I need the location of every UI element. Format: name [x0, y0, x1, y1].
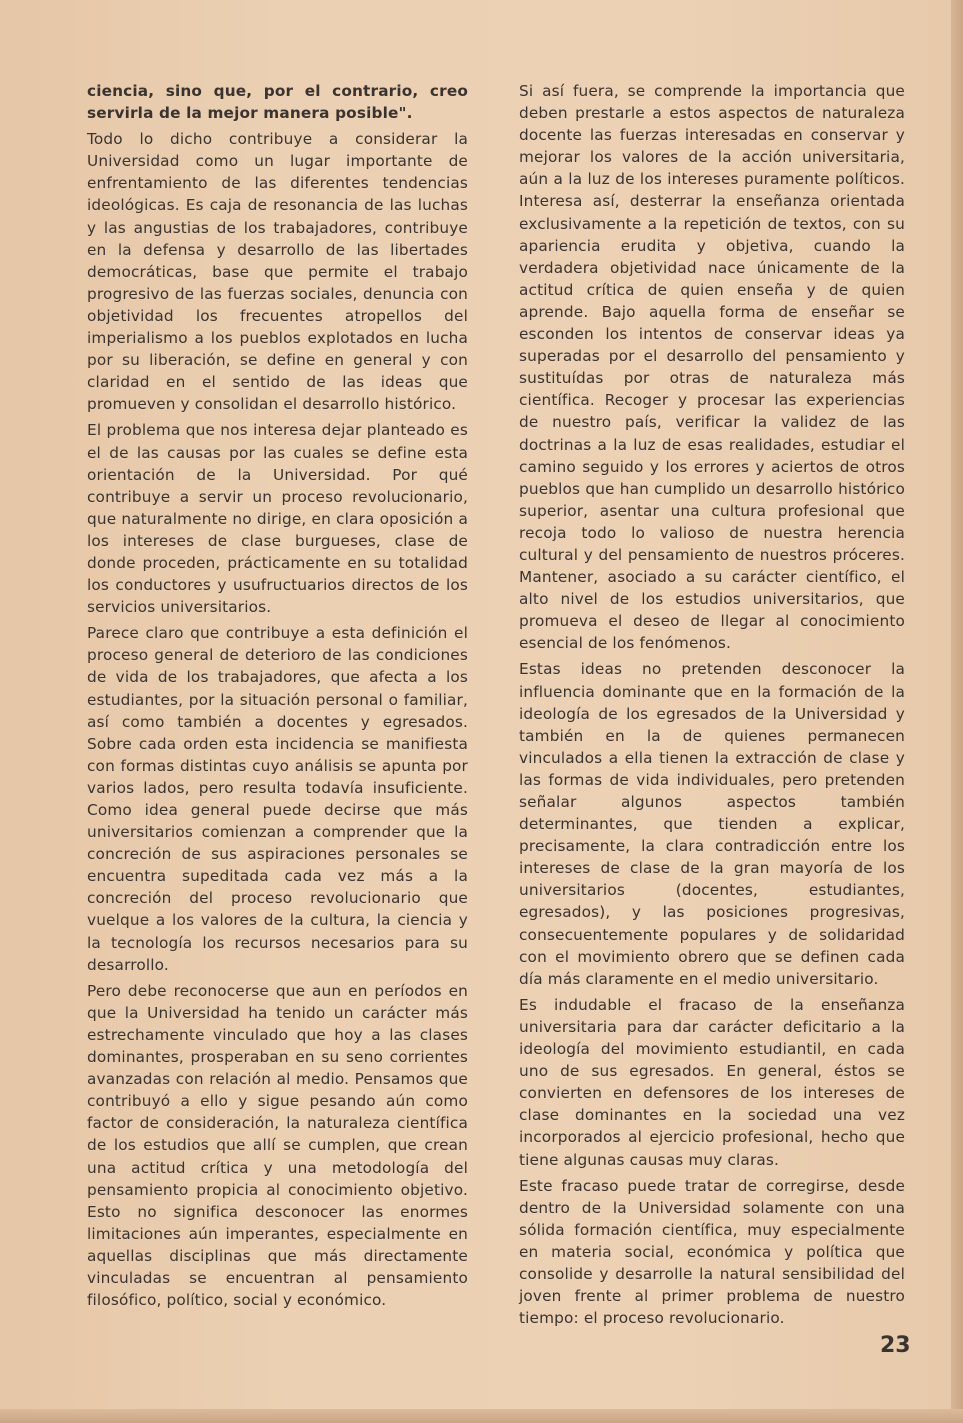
paragraph: Estas ideas no pretenden desconocer la influencia dominante que en la formación de la ideología de los egresados de la Universidad y también en la de quienes permanecen vinculados a ella tienen la extracción de clase y las formas de vida individuales, pero pretenden señalar algunos aspectos también determinantes, que tienden a explicar, precisamente, la clara contradicción entre los intereses de clase de la gran mayoría de los universitarios (docentes, estudiantes, egresados), y las posiciones progresivas, consecuentemente populares y de solidaridad con el movimiento obrero que se definen cada día más claramente en el medio universitario.: [519, 660, 905, 988]
paragraph: Pero debe reconocerse que aun en períodos en que la Universidad ha tenido un carácter más estrechamente vinculado que hoy a las clases dominantes, prosperaban en su seno corrientes avanzadas con relación al medio. Pensamos que contribuyó a ello y sigue pesando aún como factor de consideración, la naturaleza científica de los estudios que allí se cumplen, que crean una actitud crítica y una metodología del pensamiento propicia al conocimiento objetivo. Esto no significa desconocer las enormes limitaciones aún imperantes, especialmente en aquellas disciplinas que más directamente vinculadas se encuentran al pensamiento filosófico, político, social y económico.: [87, 981, 468, 1310]
paragraph: Este fracaso puede tratar de corregirse, desde dentro de la Universidad solamente con una sólida formación científica, muy especialmente en materia social, económica y política que consolide y desarrolle la natural sensibilidad del joven frente al primer problema de nuestro tiempo: el proceso revolucionario.: [519, 1176, 905, 1328]
paragraph: Parece claro que contribuye a esta definición el proceso general de deterioro de las condiciones de vida de los trabajadores, que afecta a los estudiantes, por la situación personal o familiar, así como también a docentes y egresados. Sobre cada orden esta incidencia se manifiesta con formas distintas cuyo análisis se apunta por varios lados, pero resulta todavía insuficiente. Como idea general puede decirse que más universitarios comienzan a comprender que la concreción de sus aspiraciones personales se encuentra supeditada cada vez más a la concreción del proceso revolucionario que vuelque a los valores de la cultura, la ciencia y la tecnología los recursos necesarios para su desarrollo.: [87, 624, 468, 974]
left-text-column: [87, 80, 468, 1315]
paragraph: El problema que nos interesa dejar planteado es el de las causas por las cuales se define esta orientación de la Universidad. Por qué contribuye a servir un proceso revolucionario, que naturalmente no dirige, en clara oposición a los intereses de clase burgueses, clase de donde proceden, prácticamente en su totalidad los conductores y usufructuarios directos de los servicios universitarios.: [87, 421, 468, 617]
lead-paragraph: ciencia, sino que, por el contrario, creo servirla de la mejor manera posible".: [87, 82, 468, 123]
page-edge-right: [951, 0, 963, 1423]
right-text-column: [519, 80, 905, 1333]
paragraph: Todo lo dicho contribuye a considerar la Universidad como un lugar importante de enfrentamiento de las diferentes tendencias ideológicas. Es caja de resonancia de las luchas y las angustias de los trabajadores, contribuye en la defensa y desarrollo de las libertades democráticas, base que permite el trabajo progresivo de las fuerzas sociales, denuncia con objetividad los frecuentes atropellos del imperialismo a los pueblos explotados en lucha por su liberación, se define en general y con claridad en el sentido de las ideas que promueven y consolidan el desarrollo histórico.: [87, 130, 468, 414]
page-edge-bottom: [0, 1409, 963, 1423]
page-number: 23: [880, 1333, 911, 1358]
paragraph: Si así fuera, se comprende la importancia que deben prestarle a estos aspectos de naturaleza docente las fuerzas interesadas en conservar y mejorar los valores de la acción universitaria, aún a la luz de los intereses puramente políticos. Interesa así, desterrar la enseñanza orientada exclusivamente a la repetición de textos, con su apariencia erudita y objetiva, cuando la verdadera objetividad nace únicamente de la actitud crítica de quien enseña y de quien aprende. Bajo aquella forma de enseñar se esconden los intentos de conservar ideas ya superadas por el desarrollo del pensamiento y sustituídas por otras de naturaleza más científica. Recoger y procesar las experiencias de nuestro país, verificar la validez de las doctrinas a la luz de esas realidades, estudiar el camino seguido y los errores y aciertos de otros pueblos que han cumplido un desarrollo histórico superior, asentar una cultura profesional que recoja todo lo valioso de nuestra herencia cultural y del pensamiento de nuestros próceres. Mantener, asociado a su carácter científico, el alto nivel de los estudios universitarios, que promueva el deseo de llegar al conocimiento esencial de los fenómenos.: [519, 82, 905, 653]
paragraph: Es indudable el fracaso de la enseñanza universitaria para dar carácter deficitario a la ideología del movimiento estudiantil, en cada uno de sus egresados. En general, éstos se convierten en defensores de los intereses de clase dominantes en la sociedad una vez incorporados al ejercicio profesional, hecho que tiene algunas causas muy claras.: [519, 995, 905, 1169]
